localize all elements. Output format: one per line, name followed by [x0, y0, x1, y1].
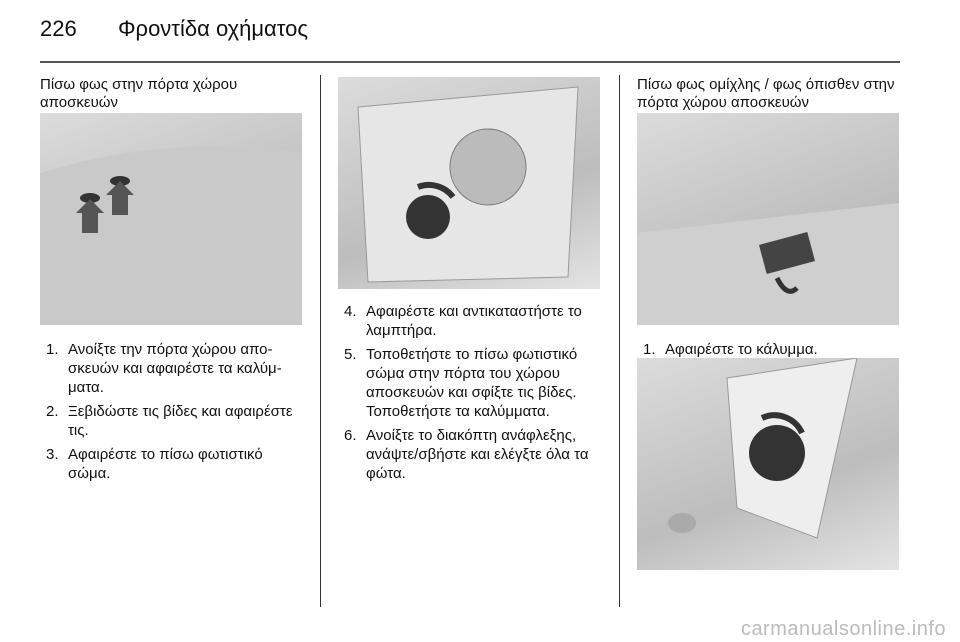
page-title: Φροντίδα οχήματος: [118, 16, 308, 41]
step-item: 1. Αφαιρέστε το κάλυμμα.: [643, 341, 818, 358]
tail-lamp-bulb-illustration: [338, 77, 600, 289]
column-divider: [619, 75, 620, 607]
section-heading: Πίσω φως στην πόρτα χώρου αποσκευών: [40, 76, 238, 111]
watermark: carmanualsonline.info: [740, 618, 946, 640]
fog-light-cover-illustration: [637, 113, 899, 325]
step-item: 2. Ξεβιδώστε τις βίδες και αφαιρέστε τις.: [46, 403, 293, 439]
step-item: 1. Ανοίξτε την πόρτα χώρου αποσκευών και αφαιρέστε τα καλύμματα.: [46, 341, 282, 396]
step-item: 5. Τοποθετήστε το πίσω φωτιστικό σώμα στην πόρτα του χώρου αποσκευών και σφίξτε τις βίδες. Τοποθετήστε τα καλύμματα.: [344, 346, 578, 420]
tailgate-screws-illustration: [40, 113, 302, 325]
page-number: 226: [40, 16, 77, 41]
steps-list: [46, 340, 306, 488]
section-heading: Πίσω φως ομίχλης / φως όπισθεν στην πόρτα χώρου αποσκευών: [637, 76, 895, 111]
column-divider: [320, 75, 321, 607]
step-item: 3. Αφαιρέστε το πίσω φωτιστικό σώμα.: [46, 446, 263, 482]
fog-light-bulb-illustration: [637, 358, 899, 570]
step-item: 6. Ανοίξτε το διακόπτη ανάφλεξης, ανάψτε/σβήστε και ελέγξτε όλα τα φώτα.: [344, 427, 589, 482]
steps-list: [344, 302, 606, 488]
step-item: 4. Αφαιρέστε και αντικαταστήστε το λαμπτήρα.: [344, 303, 582, 339]
header-rule: [40, 61, 900, 63]
